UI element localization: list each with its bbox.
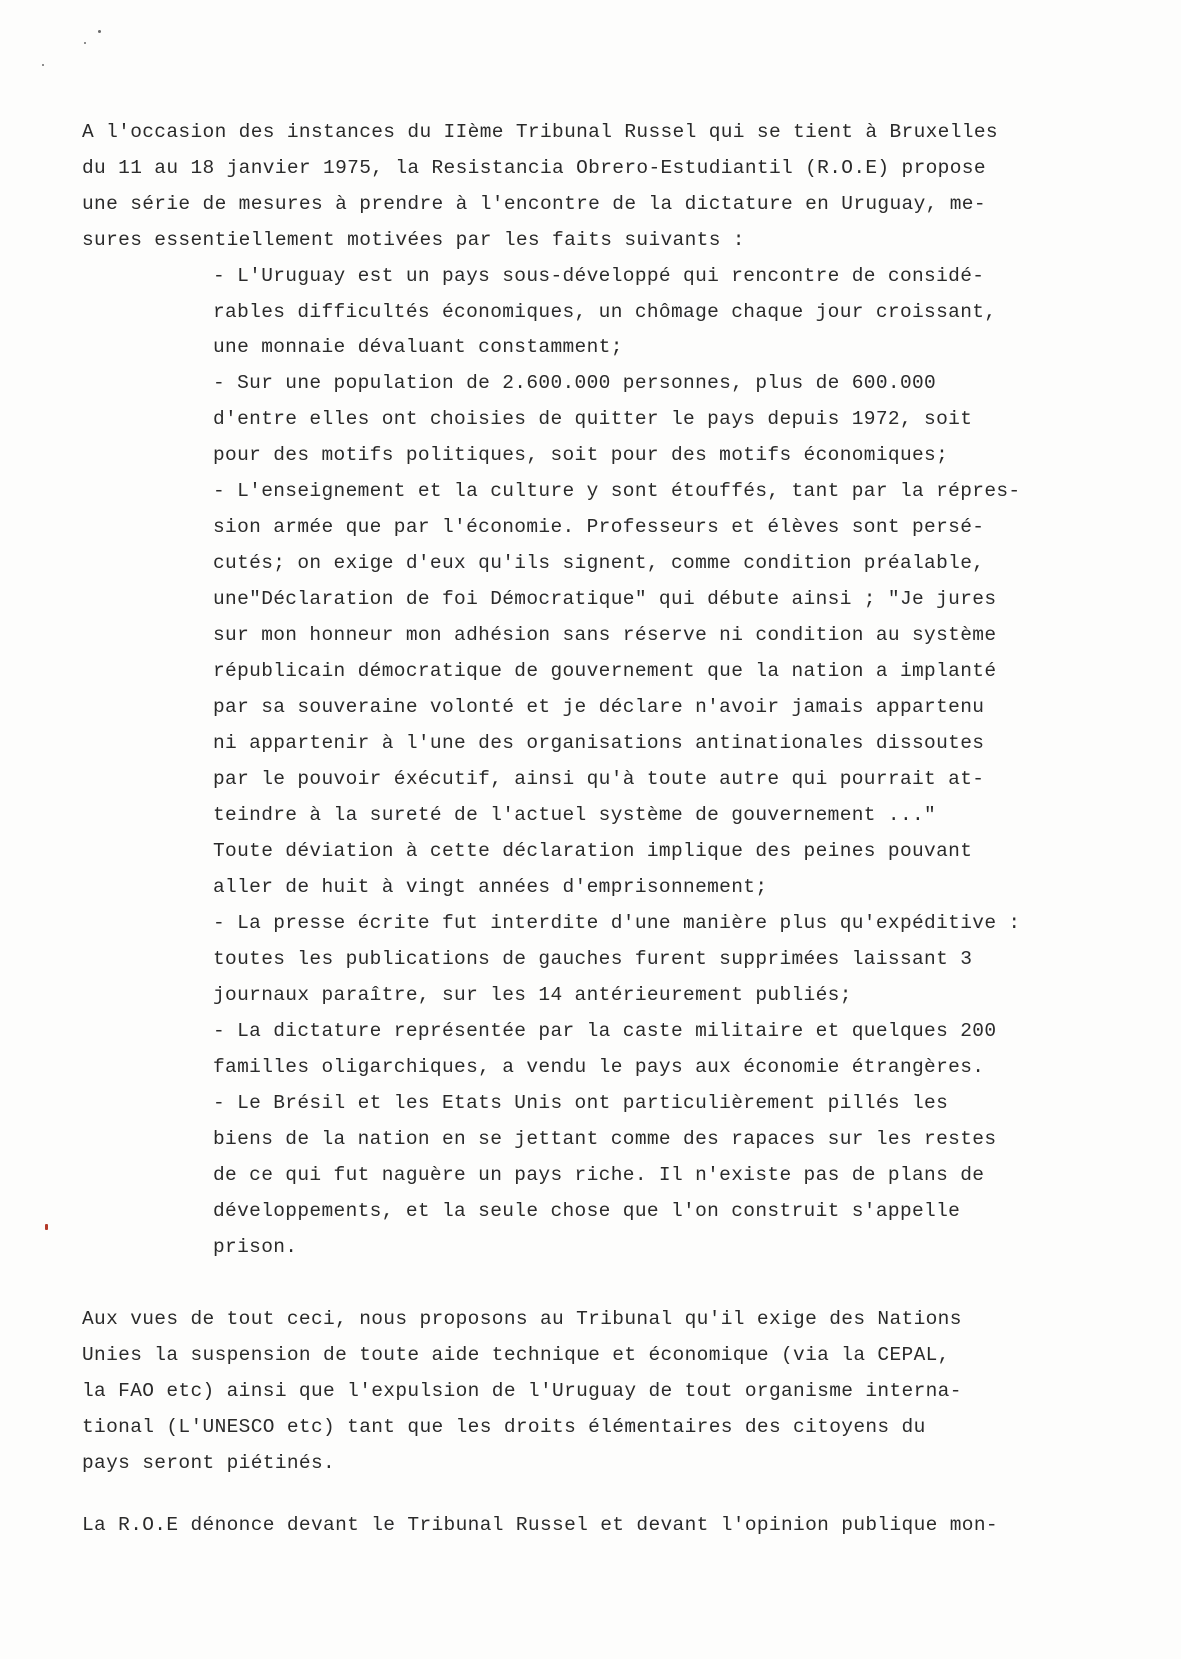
text-line: Unies la suspension de toute aide technique et économique (via la CEPAL, bbox=[82, 1344, 950, 1366]
list-line: - L'enseignement et la culture y sont étouffés, tant par la répres- bbox=[213, 480, 1021, 502]
list-line: aller de huit à vingt années d'emprisonnement; bbox=[213, 876, 768, 898]
list-line: d'entre elles ont choisies de quitter le pays depuis 1972, soit bbox=[213, 408, 973, 430]
paper-speck bbox=[42, 64, 44, 66]
text-line: une série de mesures à prendre à l'encontre de la dictature en Uruguay, me- bbox=[82, 193, 986, 215]
list-line: républicain démocratique de gouvernement que la nation a implanté bbox=[213, 660, 997, 682]
list-line: une monnaie dévaluant constamment; bbox=[213, 336, 623, 358]
list-line: - Sur une population de 2.600.000 personnes, plus de 600.000 bbox=[213, 372, 937, 394]
list-line: - L'Uruguay est un pays sous-développé qui rencontre de considé- bbox=[213, 265, 985, 287]
text-line: la FAO etc) ainsi que l'expulsion de l'Uruguay de tout organisme interna- bbox=[82, 1380, 962, 1402]
list-line: - La presse écrite fut interdite d'une manière plus qu'expéditive : bbox=[213, 912, 1021, 934]
list-line: sion armée que par l'économie. Professeurs et élèves sont persé- bbox=[213, 516, 985, 538]
list-line: - Le Brésil et les Etats Unis ont particulièrement pillés les bbox=[213, 1092, 949, 1114]
text-line: La R.O.E dénonce devant le Tribunal Russel et devant l'opinion publique mon- bbox=[82, 1514, 998, 1536]
list-line: rables difficultés économiques, un chômage chaque jour croissant, bbox=[213, 301, 997, 323]
paper-speck bbox=[45, 1224, 48, 1230]
text-line: du 11 au 18 janvier 1975, la Resistancia Obrero-Estudiantil (R.O.E) propose bbox=[82, 157, 986, 179]
list-line: biens de la nation en se jettant comme des rapaces sur les restes bbox=[213, 1128, 997, 1150]
paper-speck bbox=[84, 42, 86, 44]
list-line: une"Déclaration de foi Démocratique" qui débute ainsi ; "Je jures bbox=[213, 588, 997, 610]
list-line: pour des motifs politiques, soit pour des motifs économiques; bbox=[213, 444, 949, 466]
list-line: - La dictature représentée par la caste militaire et quelques 200 bbox=[213, 1020, 997, 1042]
list-line: teindre à la sureté de l'actuel système de gouvernement ..." bbox=[213, 804, 937, 826]
list-line: ni appartenir à l'une des organisations antinationales dissoutes bbox=[213, 732, 985, 754]
list-line: de ce qui fut naguère un pays riche. Il n'existe pas de plans de bbox=[213, 1164, 985, 1186]
list-line: par le pouvoir éxécutif, ainsi qu'à toute autre qui pourrait at- bbox=[213, 768, 985, 790]
paper-speck bbox=[98, 30, 101, 33]
text-line: sures essentiellement motivées par les faits suivants : bbox=[82, 229, 745, 251]
list-line: toutes les publications de gauches furent supprimées laissant 3 bbox=[213, 948, 973, 970]
text-line: tional (L'UNESCO etc) tant que les droits élémentaires des citoyens du bbox=[82, 1416, 926, 1438]
text-line: A l'occasion des instances du IIème Tribunal Russel qui se tient à Bruxelles bbox=[82, 121, 998, 143]
list-line: développements, et la seule chose que l'on construit s'appelle bbox=[213, 1200, 961, 1222]
list-line: journaux paraître, sur les 14 antérieurement publiés; bbox=[213, 984, 852, 1006]
list-line: familles oligarchiques, a vendu le pays aux économie étrangères. bbox=[213, 1056, 985, 1078]
text-line: pays seront piétinés. bbox=[82, 1452, 336, 1474]
list-line: prison. bbox=[213, 1236, 298, 1258]
list-line: sur mon honneur mon adhésion sans réserve ni condition au système bbox=[213, 624, 997, 646]
list-line: Toute déviation à cette déclaration implique des peines pouvant bbox=[213, 840, 973, 862]
text-line: Aux vues de tout ceci, nous proposons au Tribunal qu'il exige des Nations bbox=[82, 1308, 962, 1330]
list-line: cutés; on exige d'eux qu'ils signent, comme condition préalable, bbox=[213, 552, 985, 574]
list-line: par sa souveraine volonté et je déclare n'avoir jamais appartenu bbox=[213, 696, 985, 718]
